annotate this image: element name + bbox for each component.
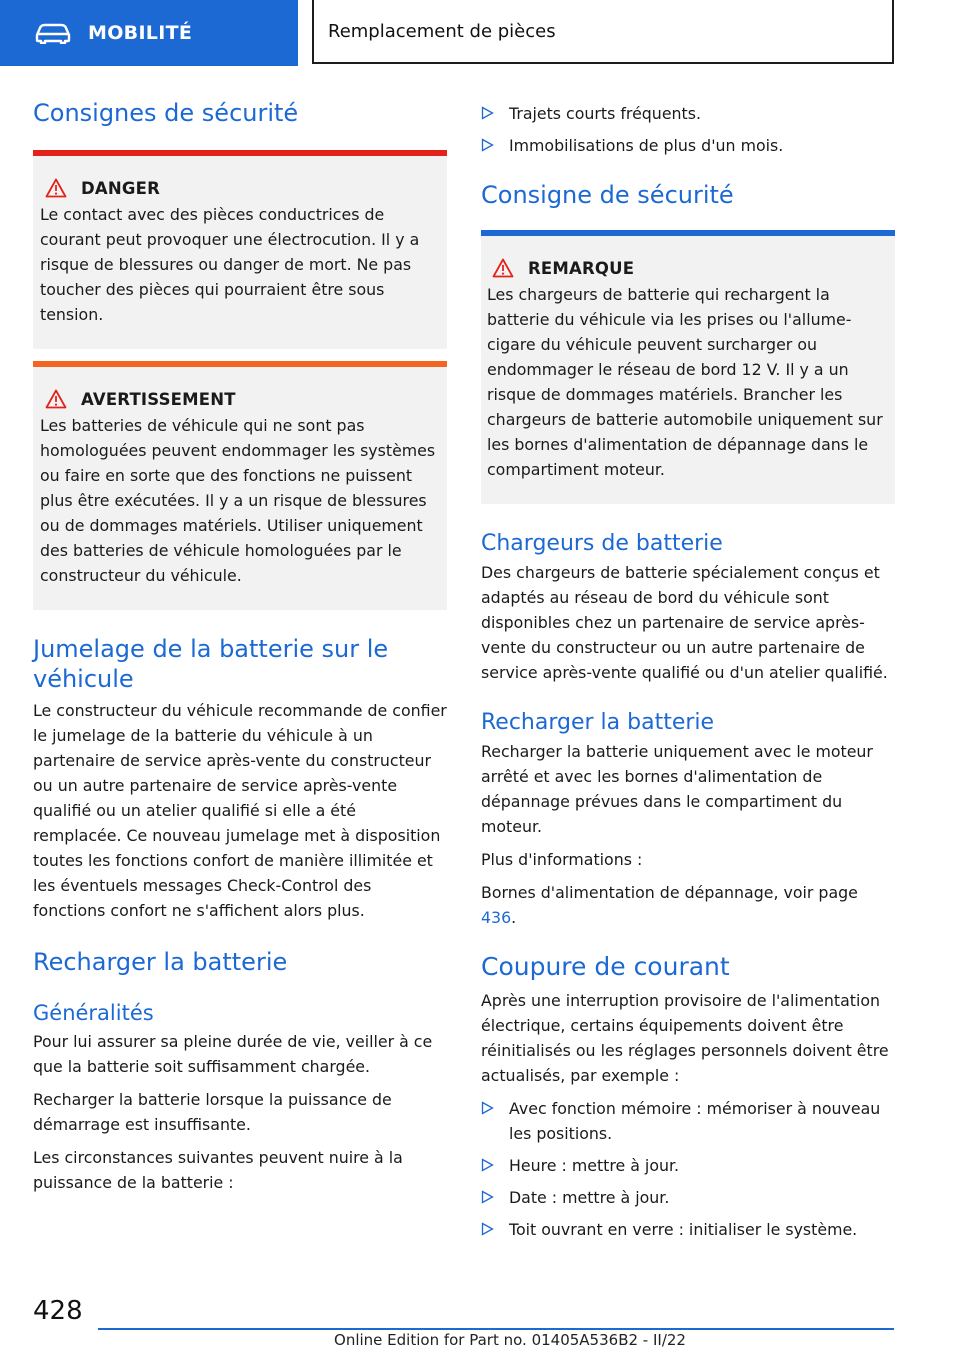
list-item: Toit ouvrant en verre : initialiser le système. (481, 1217, 895, 1242)
warning-triangle-icon (45, 389, 67, 409)
warning-notice (33, 361, 447, 610)
section-title-safety: Consignes de sécurité (33, 99, 299, 127)
power-cut-text: Après une interruption provisoire de l'alimentation électrique, certains équipements doivent être réinitialisés ou les réglages personnels doivent être actualisés, par exemple : (481, 991, 889, 1085)
edition-footer: Online Edition for Part no. 01405A536B2 - II/22 (334, 1331, 686, 1349)
chapter-title: Remplacement de pièces (328, 20, 556, 42)
bullet-list-reset (481, 1096, 895, 1242)
warning-triangle-icon (45, 178, 67, 198)
triangle-bullet-icon (481, 1190, 494, 1204)
subsection-title-general: Généralités (33, 1001, 154, 1025)
reference-text: Bornes d'alimentation de dépannage, voir page 436. (481, 883, 858, 927)
subsection-title-chargers: Chargeurs de batterie (481, 531, 723, 556)
section-title-power-cut: Coupure de courant (481, 952, 730, 981)
section-tab[interactable] (0, 0, 298, 66)
list-item: Immobilisations de plus d'un mois. (481, 133, 895, 158)
general-paragraph-1: Pour lui assurer sa pleine durée de vie, veiller à ce que la batterie soit suffisamment chargée. (33, 1032, 433, 1076)
page-number: 428 (33, 1296, 83, 1326)
bullet-list-circumstances (481, 101, 895, 158)
triangle-bullet-icon (481, 106, 494, 120)
left-column (33, 92, 447, 1195)
warning-triangle-icon (492, 258, 514, 278)
list-item: Avec fonction mémoire : mémoriser à nouveau les positions. (481, 1096, 895, 1146)
triangle-bullet-icon (481, 1101, 494, 1115)
list-item: Trajets courts fréquents. (481, 101, 895, 126)
general-paragraph-3: Les circonstances suivantes peuvent nuire à la puissance de la batterie : (33, 1148, 403, 1192)
danger-notice (33, 150, 447, 349)
triangle-bullet-icon (481, 138, 494, 152)
note-notice (481, 230, 895, 504)
triangle-bullet-icon (481, 1222, 494, 1236)
chapter-title-box (312, 0, 894, 64)
more-info-label: Plus d'informations : (481, 850, 643, 869)
subsection-title-recharge: Recharger la batterie (481, 710, 715, 735)
footer-divider (98, 1328, 894, 1330)
car-icon (34, 22, 72, 44)
recharge-text: Recharger la batterie uniquement avec le moteur arrêté et avec les bornes d'alimentation de dépannage prévues dans le compartiment du moteur. (481, 742, 873, 836)
page-header (0, 0, 960, 66)
note-text: Les chargeurs de batterie qui rechargent la batterie du véhicule via les prises ou l'allume-cigare du véhicule peuvent surcharger ou endommager le réseau de bord 12 V. Il y a un risque de dommages matériels. Brancher les chargeurs de batterie automobile uniquement sur les bornes d'alimentation de dépannage dans le compartiment moteur. (487, 285, 883, 479)
list-item: Heure : mettre à jour. (481, 1153, 895, 1178)
warning-text: Les batteries de véhicule qui ne sont pas homologuées peuvent endommager les systèmes ou faire en sorte que des fonctions ne puissent plus être exécutées. Il y a un risque de blessures ou de dommages matériels. Utiliser uniquement des batteries de véhicule homologuées par le constructeur du véhicule. (40, 416, 436, 585)
pairing-text: Le constructeur du véhicule recommande de confier le jumelage de la batterie du véhicule à un partenaire de service après-vente du constructeur ou un autre partenaire de service après-vente qualifié ou un atelier qualifié si elle a été remplacée. Ce nouveau jumelage met à disposition toutes les fonctions confort de manière illimitée et les éventuels messages Check-Control des fonctions confort ne s'affichent alors plus. (33, 701, 447, 920)
right-column (481, 101, 895, 1249)
danger-text: Le contact avec des pièces conductrices de courant peut provoquer une électrocution. Il y a risque de blessures ou danger de mort. Ne pas toucher des pièces qui pourraient être sous tension. (40, 205, 420, 324)
section-tab-label: MOBILITÉ (88, 22, 193, 44)
triangle-bullet-icon (481, 1158, 494, 1172)
page-link[interactable]: 436 (481, 908, 512, 927)
section-title-pairing: Jumelage de la batterie sur le véhicule (33, 635, 389, 693)
list-item: Date : mettre à jour. (481, 1185, 895, 1210)
section-title-recharge: Recharger la batterie (33, 948, 288, 976)
note-title: REMARQUE (528, 258, 635, 278)
general-paragraph-2: Recharger la batterie lorsque la puissance de démarrage est insuffisante. (33, 1090, 392, 1134)
warning-title: AVERTISSEMENT (81, 389, 236, 409)
section-title-safety-note: Consigne de sécurité (481, 181, 734, 209)
danger-title: DANGER (81, 178, 160, 198)
chargers-text: Des chargeurs de batterie spécialement conçus et adaptés au réseau de bord du véhicule sont disponibles chez un partenaire de service après-vente du constructeur ou un autre partenaire de service après-vente qualifié ou d'un atelier qualifié. (481, 563, 888, 682)
